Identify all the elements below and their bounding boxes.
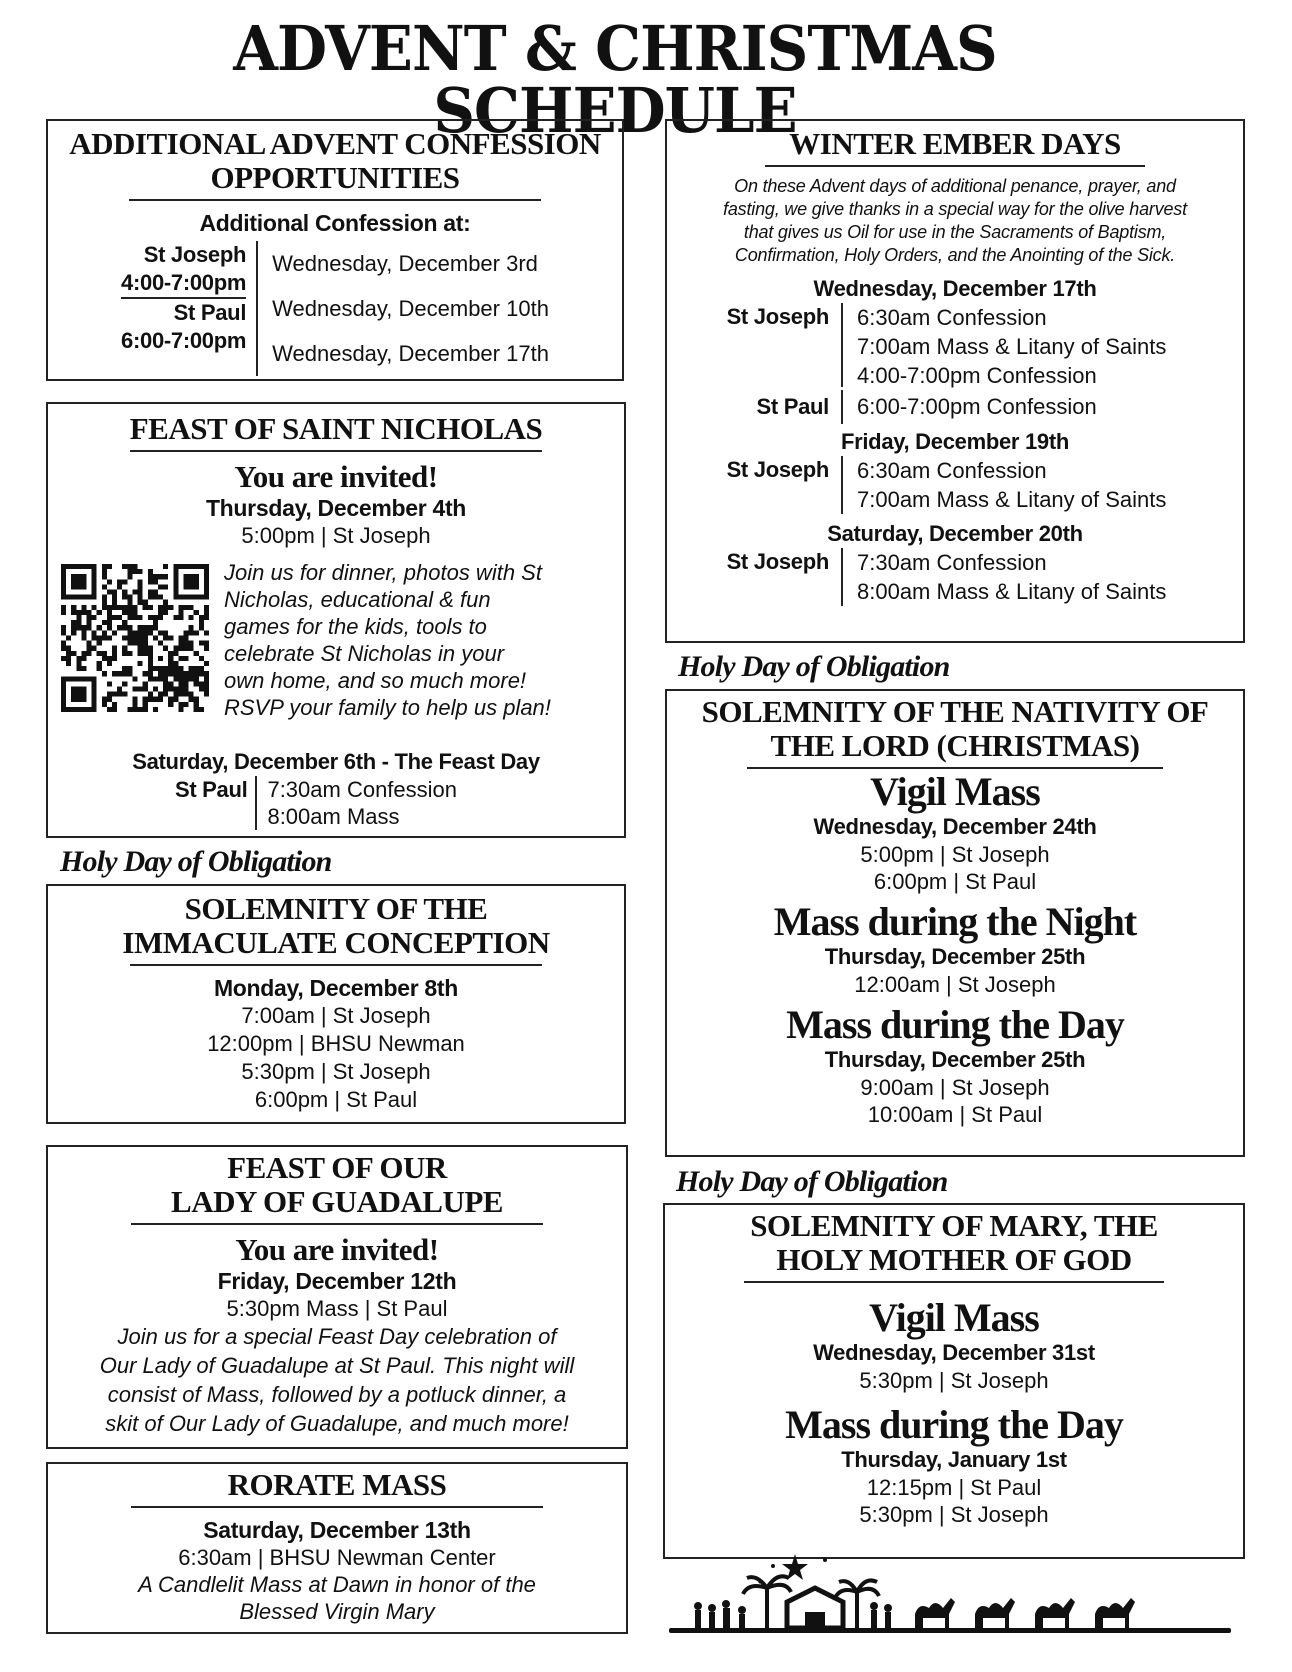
ember-time: 4:00-7:00pm Confession: [857, 363, 1097, 388]
christmas-night-time: 12:00am | St Joseph: [854, 972, 1056, 997]
confession-title-line1: ADDITIONAL ADVENT CONFESSION: [69, 126, 601, 161]
nicholas-text-line: Nicholas, educational & fun: [224, 587, 491, 612]
rorate-title: RORATE MASS: [227, 1467, 447, 1502]
winter-ember-days-box: [665, 119, 1245, 643]
ember-time: 7:30am Confession: [857, 550, 1047, 575]
guadalupe-invite: You are invited!: [235, 1232, 439, 1267]
nicholas-invite: You are invited!: [234, 459, 438, 494]
ember-date: Saturday, December 20th: [827, 521, 1083, 546]
mary-vigil-time: 5:30pm | St Joseph: [859, 1368, 1049, 1393]
christmas-day-time: 9:00am | St Joseph: [860, 1075, 1050, 1100]
qr-code-icon: [60, 564, 210, 712]
christmas-day-time: 10:00am | St Paul: [867, 1102, 1043, 1127]
ember-loc: St Paul: [683, 390, 843, 424]
nicholas-text-line: celebrate St Nicholas in your: [224, 641, 505, 666]
rorate-text-line: Blessed Virgin Mary: [239, 1599, 435, 1624]
mary-day-heading: Mass during the Day: [785, 1402, 1123, 1447]
confession-date: Wednesday, December 3rd: [272, 251, 538, 276]
ember-loc: St Joseph: [683, 548, 843, 606]
ember-title: WINTER EMBER DAYS: [789, 126, 1121, 161]
christmas-day-date: Thursday, December 25th: [824, 1047, 1086, 1072]
guadalupe-time: 5:30pm Mass | St Paul: [226, 1296, 448, 1321]
nicholas-text-line: own home, and so much more!: [224, 668, 527, 693]
confession-loc2: St Paul: [173, 300, 247, 325]
ember-intro-line: that gives us Oil for use in the Sacraments of Baptism,: [743, 222, 1167, 242]
immaculate-title-line2: IMMACULATE CONCEPTION: [122, 925, 550, 960]
nicholas-title: FEAST OF SAINT NICHOLAS: [129, 411, 543, 446]
ember-date: Wednesday, December 17th: [813, 276, 1097, 301]
mary-vigil-date: Wednesday, December 31st: [813, 1340, 1095, 1365]
holy-day-label: Holy Day of Obligation: [60, 845, 332, 878]
guadalupe-box: [46, 1145, 628, 1449]
nicholas-text-line: games for the kids, tools to: [224, 614, 487, 639]
nicholas-date: Thursday, December 4th: [205, 495, 467, 521]
ember-loc: St Joseph: [683, 456, 843, 514]
nicholas-feast-time: 7:30am Confession: [267, 777, 458, 802]
confession-loc1: St Joseph: [143, 242, 247, 267]
rorate-mass-box: [46, 1462, 628, 1634]
rorate-text-line: A Candlelit Mass at Dawn in honor of the: [138, 1572, 536, 1597]
immaculate-date: Monday, December 8th: [213, 975, 459, 1001]
nicholas-time: 5:00pm | St Joseph: [241, 523, 431, 548]
christmas-title-line1: SOLEMNITY OF THE NATIVITY OF: [701, 694, 1209, 729]
immaculate-time: 5:30pm | St Joseph: [241, 1059, 431, 1084]
ember-time: 7:00am Mass & Litany of Saints: [857, 487, 1167, 512]
christmas-night-date: Thursday, December 25th: [824, 944, 1086, 969]
nicholas-feast-date: Saturday, December 6th - The Feast Day: [132, 749, 540, 774]
immaculate-time: 7:00am | St Joseph: [241, 1003, 431, 1028]
confession-date: Wednesday, December 10th: [272, 296, 549, 321]
immaculate-conception-box: [46, 884, 626, 1124]
christmas-vigil-heading: Vigil Mass: [870, 769, 1040, 814]
page-title: ADVENT & CHRISTMAS SCHEDULE: [233, 12, 997, 147]
christmas-night-heading: Mass during the Night: [773, 899, 1137, 944]
ember-time: 8:00am Mass & Litany of Saints: [857, 579, 1167, 604]
guadalupe-text-line: Join us for a special Feast Day celebration of: [117, 1324, 557, 1349]
christmas-vigil-date: Wednesday, December 24th: [813, 814, 1097, 839]
ember-time: 6:30am Confession: [857, 458, 1047, 483]
christmas-vigil-time: 6:00pm | St Paul: [873, 869, 1037, 894]
nicholas-feast-loc: St Paul: [174, 777, 248, 802]
rorate-time: 6:30am | BHSU Newman Center: [178, 1545, 496, 1570]
rorate-date: Saturday, December 13th: [203, 1517, 471, 1543]
confession-date: Wednesday, December 17th: [272, 341, 549, 366]
christmas-day-heading: Mass during the Day: [786, 1002, 1124, 1047]
guadalupe-title-line1: FEAST OF OUR: [227, 1150, 447, 1185]
ember-intro-line: Confirmation, Holy Orders, and the Anointing of the Sick.: [734, 245, 1176, 265]
immaculate-time: 6:00pm | St Paul: [254, 1087, 418, 1112]
confession-title-line2: OPPORTUNITIES: [210, 160, 460, 195]
guadalupe-date: Friday, December 12th: [217, 1268, 457, 1294]
mary-day-time: 12:15pm | St Paul: [866, 1475, 1042, 1500]
christmas-title-line2: THE LORD (CHRISTMAS): [770, 728, 1140, 763]
nicholas-text-line: Join us for dinner, photos with St: [224, 560, 542, 585]
immaculate-title-line1: SOLEMNITY OF THE: [184, 891, 488, 926]
confession-box: [46, 119, 624, 381]
ember-intro-line: fasting, we give thanks in a special way for the olive harvest: [723, 199, 1187, 219]
guadalupe-title-line2: LADY OF GUADALUPE: [171, 1184, 503, 1219]
christmas-vigil-time: 5:00pm | St Joseph: [860, 842, 1050, 867]
ember-loc: St Joseph: [683, 303, 843, 387]
confession-time2: 6:00-7:00pm: [121, 328, 247, 353]
nicholas-text-line: RSVP your family to help us plan!: [224, 695, 551, 720]
mary-title-line2: HOLY MOTHER OF GOD: [776, 1242, 1132, 1277]
mary-day-time: 5:30pm | St Joseph: [859, 1502, 1049, 1527]
immaculate-time: 12:00pm | BHSU Newman: [207, 1031, 465, 1056]
guadalupe-text-line: consist of Mass, followed by a potluck dinner, a: [107, 1382, 567, 1407]
guadalupe-text-line: skit of Our Lady of Guadalupe, and much more!: [105, 1411, 569, 1436]
nicholas-feast-time: 8:00am Mass: [267, 804, 400, 829]
confession-time1: 4:00-7:00pm: [121, 269, 246, 299]
ember-date: Friday, December 19th: [840, 429, 1070, 454]
christmas-box: [665, 689, 1245, 1157]
mary-day-date: Thursday, January 1st: [841, 1447, 1067, 1472]
confession-subtitle: Additional Confession at:: [199, 210, 471, 236]
holy-day-label: Holy Day of Obligation: [676, 1165, 948, 1198]
ember-time: 6:00-7:00pm Confession: [857, 394, 1097, 419]
mary-title-line1: SOLEMNITY OF MARY, THE: [750, 1208, 1158, 1243]
guadalupe-text-line: Our Lady of Guadalupe at St Paul. This night will: [99, 1353, 575, 1378]
ember-time: 6:30am Confession: [857, 305, 1047, 330]
nativity-scene-icon: [665, 1548, 1235, 1638]
ember-intro-line: On these Advent days of additional penance, prayer, and: [734, 176, 1176, 196]
mary-mother-of-god-box: [663, 1203, 1245, 1559]
saint-nicholas-box: [46, 402, 626, 838]
ember-time: 7:00am Mass & Litany of Saints: [857, 334, 1167, 359]
mary-vigil-heading: Vigil Mass: [869, 1295, 1039, 1340]
holy-day-label: Holy Day of Obligation: [678, 650, 950, 683]
